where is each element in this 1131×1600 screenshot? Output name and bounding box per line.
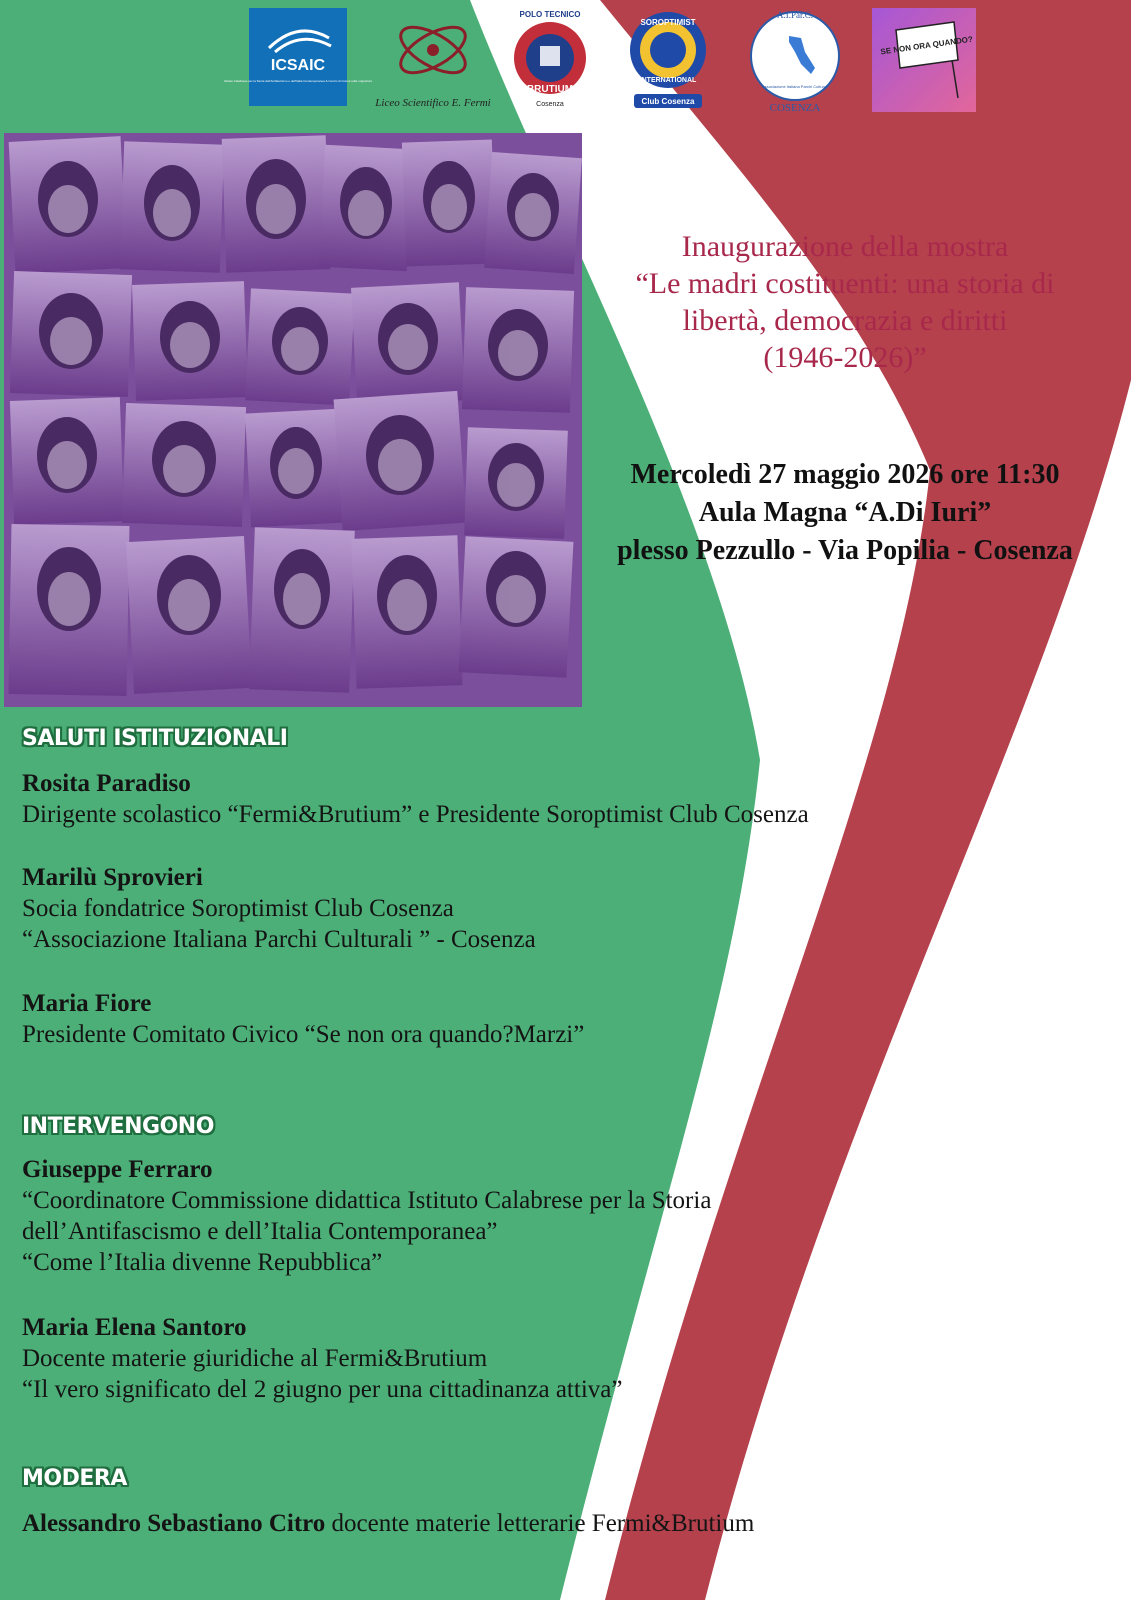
soroptimist-logo — [628, 8, 708, 112]
svg-text:COSENZA: COSENZA — [769, 102, 821, 114]
svg-text:SOROPTIMIST: SOROPTIMIST — [640, 18, 696, 27]
svg-text:Istituto Calabrese per la Stor: Istituto Calabrese per la Storia dell'Antifascismo e dell'Italia Contemporanea & Centro di ricerca sulle migrazioni — [224, 79, 372, 83]
exhibition-title — [575, 228, 1115, 376]
speaker-role: Docente materie giuridiche al Fermi&Brutium — [22, 1345, 488, 1372]
speaker-role: “Coordinatore Commissione didattica Istituto Calabrese per la Storia — [22, 1187, 712, 1214]
madri-costituenti-photo-collage — [4, 133, 582, 707]
speaker-name: Marilù Sprovieri — [22, 864, 203, 891]
title-line: Inaugurazione della mostra — [681, 230, 1009, 263]
svg-text:ICSAIC: ICSAIC — [270, 57, 326, 74]
intervengono-heading: INTERVENGONO — [22, 1114, 214, 1139]
speaker-role: Presidente Comitato Civico “Se non ora quando?Marzi” — [22, 1021, 585, 1048]
title-line: “Le madri costituenti: una storia di — [635, 267, 1055, 300]
modera-heading: MODERA — [22, 1466, 127, 1491]
speaker-role: dell’Antifascismo e dell’Italia Contemporanea” — [22, 1218, 498, 1245]
event-venue: Aula Magna “A.Di Iuri” — [698, 497, 992, 528]
speaker-entry — [22, 862, 536, 955]
speaker-entry — [22, 1154, 711, 1278]
talk-title: “Come l’Italia divenne Repubblica” — [22, 1249, 383, 1276]
svg-text:A.I.Par.C.: A.I.Par.C. — [777, 10, 813, 20]
speaker-name: Maria Elena Santoro — [22, 1314, 247, 1341]
aiparc-logo — [745, 8, 845, 113]
event-address: plesso Pezzullo - Via Popilia - Cosenza — [617, 535, 1073, 566]
saluti-heading: SALUTI ISTITUZIONALI — [22, 726, 288, 751]
speaker-role: Socia fondatrice Soroptimist Club Cosenza — [22, 895, 454, 922]
speaker-entry — [22, 988, 584, 1050]
svg-text:INTERNATIONAL: INTERNATIONAL — [639, 77, 697, 84]
svg-text:Liceo Scientifico E. Fermi: Liceo Scientifico E. Fermi — [375, 97, 491, 109]
speaker-role: Dirigente scolastico “Fermi&Brutium” e Presidente Soroptimist Club Cosenza — [22, 801, 809, 828]
svg-text:Club Cosenza: Club Cosenza — [641, 97, 695, 106]
moderator-role: docente materie letterarie Fermi&Brutium — [325, 1510, 755, 1537]
speaker-name: Rosita Paradiso — [22, 770, 191, 797]
speaker-entry — [22, 768, 809, 830]
speaker-entry — [22, 1312, 622, 1405]
title-line: (1946-2026)” — [763, 341, 927, 374]
svg-text:SE NON ORA QUANDO?: SE NON ORA QUANDO? — [879, 34, 974, 57]
brutium-logo — [510, 8, 590, 110]
svg-text:BRUTIUM: BRUTIUM — [526, 84, 574, 95]
speaker-name: Giuseppe Ferraro — [22, 1156, 213, 1183]
title-line: libertà, democrazia e diritti — [682, 304, 1008, 337]
talk-title: “Il vero significato del 2 giugno per una cittadinanza attiva” — [22, 1376, 623, 1403]
se-non-ora-quando-logo — [872, 8, 976, 112]
svg-text:POLO TECNICO: POLO TECNICO — [519, 10, 581, 19]
event-details — [585, 456, 1105, 570]
liceo-fermi-logo — [373, 8, 493, 113]
speaker-role: “Associazione Italiana Parchi Culturali ” - Cosenza — [22, 926, 536, 953]
icsaic-logo — [224, 8, 372, 106]
logo-strip — [0, 8, 1131, 118]
svg-text:Cosenza: Cosenza — [536, 101, 564, 108]
svg-text:Associazione Italiana Parchi C: Associazione Italiana Parchi Culturali — [762, 84, 828, 89]
event-date: Mercoledì 27 maggio 2026 ore 11:30 — [630, 459, 1060, 490]
moderator-name: Alessandro Sebastiano Citro — [22, 1510, 326, 1537]
moderator-entry — [22, 1510, 754, 1538]
speaker-name: Maria Fiore — [22, 990, 152, 1017]
